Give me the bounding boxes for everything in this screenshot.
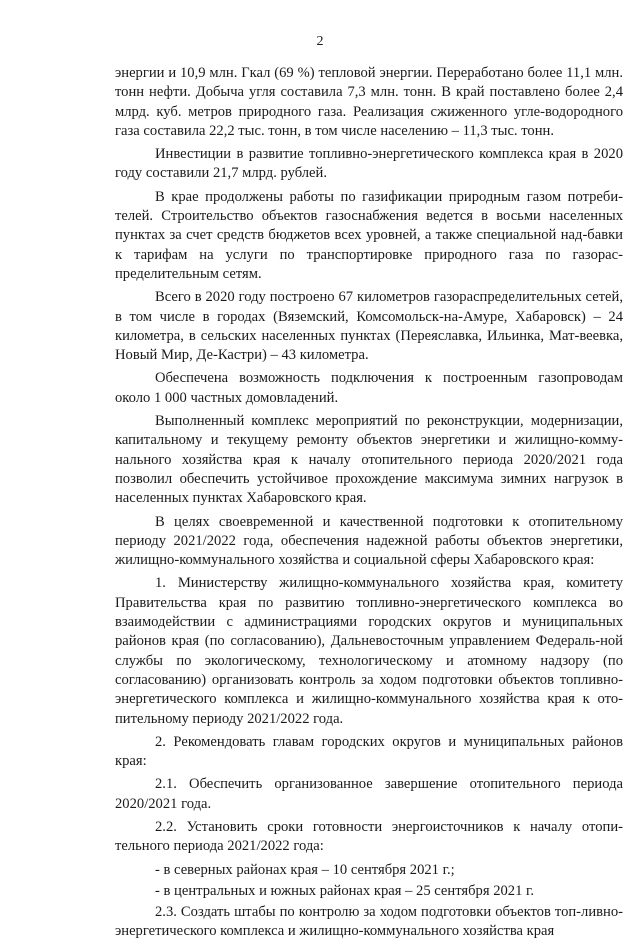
paragraph-continuation: энергии и 10,9 млн. Гкал (69 %) тепловой энергии. Переработано более 11,1 млн. тонн нефти. Добыча угля составила 7,3 млн. тонн. В край поставлено более 2,4 млрд. куб. метров природного газа. Реализация сжиженного угле-водородного газа составила 22,2 тыс. тонн, в том числе населению – 11,3 тыс. тонн. — [115, 65, 623, 139]
paragraph-gasification: В крае продолжены работы по газификации природным газом потреби-телей. Строительство объектов газоснабжения ведется в восьми населенных пунктах за счет средств бюджетов всех уровней, а также специальной над-бавки к тарифам на услуги по транспортировке природного газа по газорас-пределительным сетям. — [115, 188, 623, 282]
paragraph-item-2-1: 2.1. Обеспечить организованное завершение отопительного периода 2020/2021 года. — [115, 776, 623, 812]
page-number: 2 — [316, 34, 324, 49]
paragraph-connections: Обеспечена возможность подключения к построенным газопроводам около 1 000 частных домовладений. — [115, 370, 623, 406]
paragraph-item-1: 1. Министерству жилищно-коммунального хозяйства края, комитету Правительства края по развитию топливно-энергетического комплекса во взаимодействии с администрациями городских округов и муниципальных районов края (по согласованию), Дальневосточным управлением Федераль-ной службы по экологическому, технологическому и атомному надзору (по согласованию) организовать контроль за ходом подготовки объектов топливно-энергетического комплекса и жилищно-коммунального хозяйства края к ото-пительному периоду 2021/2022 года. — [115, 575, 623, 727]
paragraph-item-2: 2. Рекомендовать главам городских округов и муниципальных районов края: — [115, 733, 623, 770]
paragraph-investments: Инвестиции в развитие топливно-энергетического комплекса края в 2020 году составили 21,7 млрд. рублей. — [115, 146, 623, 182]
list-item-central-south: - в центральных и южных районах края – 25 сентября 2021 г. — [155, 882, 535, 899]
paragraph-measures: Выполненный комплекс мероприятий по реконструкции, модернизации, капитальному и текущему ремонту объектов энергетики и жилищно-комму-нального хозяйства края к началу отопительного периода 2020/2021 года позволил обеспечить устойчивое прохождение максимума зимних нагрузок в населенных пунктах Хабаровского края. — [115, 413, 623, 507]
paragraph-preamble: В целях своевременной и качественной подготовки к отопительному периоду 2021/2022 года, обеспечения надежной работы объектов энергетики, жилищно-коммунального хозяйства и социальной сферы Хабаровского края: — [115, 513, 623, 569]
list-item-north: - в северных районах края – 10 сентября 2021 г.; — [155, 861, 455, 878]
document-body — [115, 64, 623, 946]
paragraph-item-2-3: 2.3. Создать штабы по контролю за ходом подготовки объектов топ-ливно-энергетического комплекса и жилищно-коммунального хозяйства края — [115, 904, 623, 940]
paragraph-gas-networks: Всего в 2020 году построено 67 километров газораспределительных сетей, в том числе в городах (Вяземский, Комсомольск-на-Амуре, Хабаровск) – 24 километра, в сельских населенных пунктах (Переяславка, Ильинка, Мат-веевка, Новый Мир, Де-Кастри) – 43 километра. — [115, 289, 623, 364]
paragraph-item-2-2: 2.2. Установить сроки готовности энергоисточников к началу отопи-тельного периода 2021/2022 года: — [115, 818, 623, 855]
